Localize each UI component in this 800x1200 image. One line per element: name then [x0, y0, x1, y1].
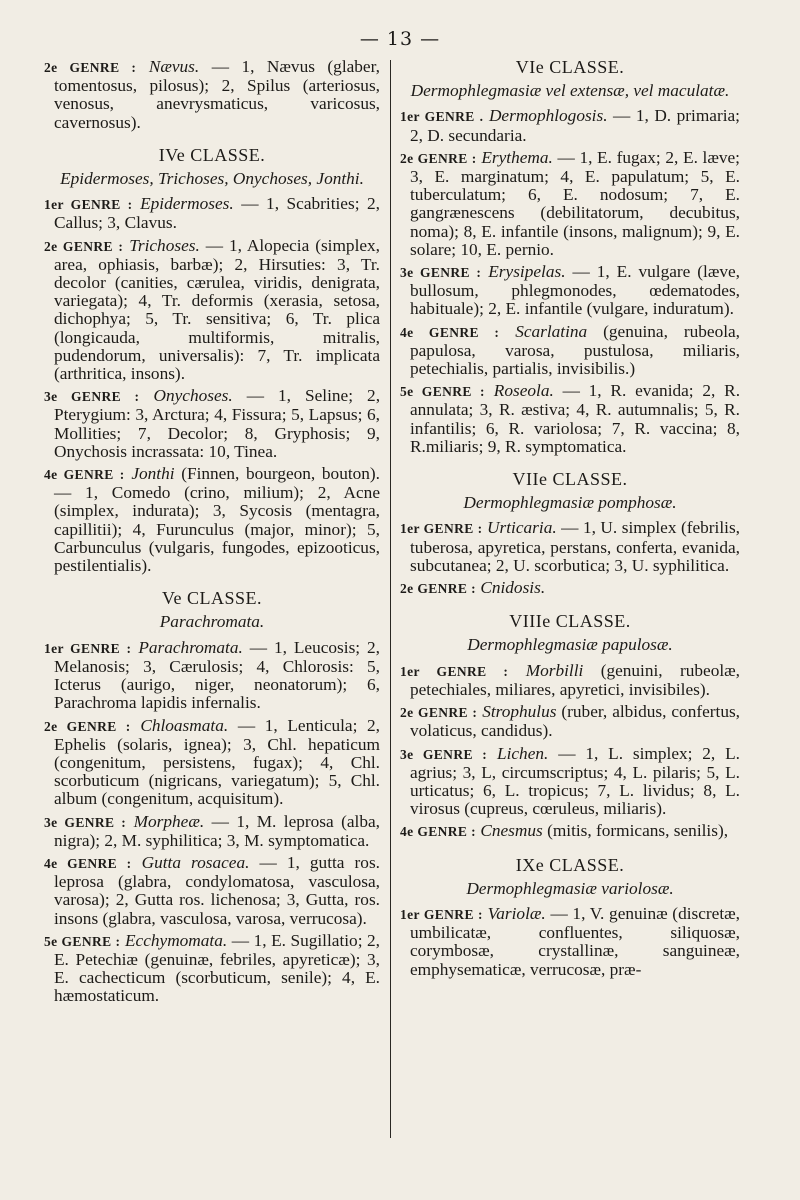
- genre-entry: [400, 662, 740, 699]
- genre-name: Onychoses.: [153, 386, 233, 406]
- genre-name: Jonthi: [131, 464, 175, 484]
- genre-name: Ecchymomata.: [124, 930, 228, 950]
- genre-label: 5e GENRE :: [44, 933, 121, 949]
- genre-name: Chloasmata.: [140, 715, 229, 735]
- genre-entry: [44, 932, 380, 1006]
- genre-text: (ruber, albidus, confertus, volaticus, candidus).: [410, 702, 740, 741]
- genre-text: — 1, M. leprosa (alba, nigra); 2, M. syphilitica; 3, M. symptomatica.: [54, 811, 380, 850]
- genre-text: (genuina, rubeola, papulosa, varosa, pustulosa, miliaris, petechialis, partialis, invisibilis.): [410, 321, 740, 379]
- genre-label: 1er GENRE :: [44, 197, 133, 213]
- genre-label: 4e GENRE :: [400, 324, 500, 340]
- genre-name: Epidermoses.: [140, 194, 234, 214]
- genre-label: 1er GENRE .: [400, 109, 484, 125]
- genre-entry: [44, 465, 380, 575]
- genre-entry: [44, 639, 380, 713]
- genre-label: 2e GENRE :: [400, 581, 476, 597]
- genre-name: Erythema.: [481, 147, 553, 167]
- genre-text: — 1, Alopecia (simplex, area, ophiasis, barbæ); 2, Hirsuties: 3, Tr. decolor (canities, cærulea, viridis, denigrata, variegata); 4, Tr. deformis (xerasia, setosa, dichophya; 5, Tr. sensitiva; 6, Tr. plica (longicauda, multiformis, mitralis, pudendorum, universalis): 7, Tr. implicata (arthritica, insons).: [54, 235, 381, 384]
- genre-entry: [44, 854, 380, 928]
- genre-text: — 1, U. simplex (febrilis, tuberosa, apyretica, perstans, conferta, evanida, subcutanea; 2, U. scorbutica; 3, U. syphilitica.: [410, 518, 740, 575]
- genre-text: — 1, gutta ros. leprosa (glabra, condylomatosa, vasculosa, varosa); 2, Gutta ros. lichenosa; 3, Gutta, ros. insons (glabra, vasculosa, varosa, verrucosa).: [54, 852, 380, 928]
- genre-name: Nævus.: [148, 57, 200, 76]
- class-heading: IXe CLASSE.: [515, 854, 625, 875]
- genre-text: (genuini, rubeolæ, petechiales, miliares, apyretici, invisibiles).: [410, 660, 741, 699]
- genre-text: — 1, E. vulgare (læve, bullosum, phlegmonodes, œdematodes, habituale); 2, E. infantile (vulgare, induratum).: [410, 262, 740, 319]
- genre-entry: [400, 579, 740, 598]
- genre-name: Cnesmus: [480, 821, 543, 841]
- genre-label: 3e GENRE :: [44, 814, 127, 830]
- genre-text: — 1, D. primaria; 2, D. secundaria.: [410, 106, 740, 145]
- genre-label: 1er GENRE :: [44, 640, 132, 656]
- genre-entry: [400, 382, 740, 456]
- genre-name: Trichoses.: [129, 235, 200, 255]
- class-heading: VIe CLASSE.: [515, 57, 625, 77]
- genre-label: 4e GENRE :: [44, 855, 132, 871]
- left-column: [44, 58, 380, 1010]
- genre-entry: [44, 195, 380, 232]
- genre-name: Cnidosis.: [480, 578, 546, 598]
- genre-entry: [400, 107, 740, 144]
- genre-text: — 1, Lenticula; 2, Ephelis (solaris, ignea); 3, Chl. hepaticum (congenitum, persistens, fugax); 4, Chl. scorbuticum (nigricans, variegatum); 5, Chl. album (congenitum, acquisitum).: [54, 715, 381, 809]
- genre-text: — 1, V. genuinæ (discretæ, umbilicatæ, confluentes, siliquosæ, corymbosæ, crystallinæ, sanguineæ, emphysematicæ, verrucosæ, præ-: [410, 903, 740, 979]
- genre-label: 5e GENRE :: [400, 384, 485, 400]
- genre-name: Erysipelas.: [488, 262, 566, 282]
- class-heading: Ve CLASSE.: [161, 588, 262, 609]
- class-subtitle: Dermophlegmasiæ papulosæ.: [467, 635, 673, 655]
- genre-text: — 1, E. fugax; 2, E. læve; 3, E. marginatum; 4, E. papulatum; 5, E. tuberculatum; 6, E. nodosum; 7, E. gangrænescens (debilitatorum, decubitus, noma); 8, E. infantile (insons, malignum); 9, E. solare; 10, E. pernio.: [410, 147, 740, 259]
- genre-name: Morbilli: [525, 660, 584, 680]
- genre-text: — 1, Seline; 2, Pterygium: 3, Arctura; 4, Fissura; 5, Lapsus; 6, Mollities; 7, Decolor; 8, Gryphosis; 9, Onychosis incrassata: 10, Tinea.: [54, 386, 381, 461]
- genre-label: 1er GENRE :: [400, 521, 483, 537]
- genre-entry: [400, 703, 740, 740]
- genre-text: — 1, Scabrities; 2, Callus; 3, Clavus.: [54, 194, 380, 233]
- genre-name: Variolæ.: [487, 903, 546, 923]
- genre-text: — 1, Nævus (glaber, tomentosus, pilosus); 2, Spilus (arteriosus, venosus, anevrysmaticus, varicosus, cavernosus).: [54, 57, 380, 132]
- class-heading: IVe CLASSE.: [158, 144, 266, 165]
- genre-entry: [44, 717, 380, 809]
- genre-label: 2e GENRE :: [400, 705, 478, 721]
- genre-entry: [400, 745, 740, 819]
- genre-text: — 1, E. Sugillatio; 2, E. Petechiæ (genuinæ, febriles, apyreticæ); 3, E. cachecticum (scorbuticum, senile); 4, E. hæmostaticum.: [54, 930, 380, 1006]
- genre-text: — 1, R. evanida; 2, R. annulata; 3, R. æstiva; 4, R. autumnalis; 5, R. infantilis; 6, R. variolosa; 7, R. vaccina; 8, R.miliaris; 9, R. symptomatica.: [410, 381, 741, 456]
- class-subtitle: Epidermoses, Trichoses, Onychoses, Jonthi.: [60, 169, 364, 189]
- class-heading: VIIe CLASSE.: [512, 469, 628, 490]
- genre-label: 3e GENRE :: [44, 389, 140, 405]
- genre-text: (Finnen, bourgeon, bouton). — 1, Comedo (crino, milium); 2, Acne (simplex, indurata); 3, Sycosis (mentagra, capillitii); 4, Furunculus (major, minor); 5, Carbunculus (vulgaris, fungodes, epizooticus, pestilentialis).: [54, 464, 380, 576]
- genre-label: 2e GENRE :: [44, 238, 124, 254]
- genre-entry: [44, 237, 380, 384]
- genre-label: 3e GENRE :: [400, 746, 488, 762]
- genre-text: — 1, L. simplex; 2, L. agrius; 3, L, circumscriptus; 4, L. pilaris; 5, L. urticatus; 6, L. tropicus; 7, L. lividus; 8, L. virosus (cupreus, cœruleus, miliaris).: [410, 743, 740, 819]
- genre-entry: [44, 58, 380, 132]
- genre-label: 1er GENRE :: [400, 663, 509, 679]
- genre-text: (mitis, formicans, senilis),: [542, 821, 729, 841]
- class-subtitle: Dermophlegmasiæ variolosæ.: [466, 878, 674, 898]
- genre-label: 4e GENRE :: [400, 824, 476, 840]
- genre-entry: [44, 387, 380, 461]
- genre-entry: [400, 905, 740, 979]
- genre-text: — 1, Leucosis; 2, Melanosis; 3, Cærulosis; 4, Chlorosis: 5, Icterus (aurigo, niger, neonatorum); 6, Parachroma lapidis infernalis.: [54, 637, 380, 713]
- class-subtitle: Dermophlegmasiæ vel extensæ, vel maculatæ.: [410, 81, 730, 101]
- genre-label: 1er GENRE :: [400, 906, 483, 922]
- genre-label: 2e GENRE :: [44, 60, 137, 75]
- genre-name: Dermophlogosis.: [488, 106, 608, 126]
- class-heading: VIIIe CLASSE.: [509, 611, 631, 632]
- genre-entry: [400, 263, 740, 319]
- genre-name: Parachromata.: [138, 637, 243, 657]
- genre-entry: [400, 822, 740, 841]
- genre-name: Gutta rosacea.: [141, 852, 250, 872]
- class-subtitle: Parachromata.: [159, 612, 265, 632]
- genre-entry: [44, 813, 380, 850]
- right-column: [400, 58, 740, 983]
- page-number: — 13 —: [359, 28, 441, 50]
- genre-label: 4e GENRE :: [44, 467, 125, 483]
- class-subtitle: Dermophlegmasiæ pomphosæ.: [463, 493, 677, 513]
- genre-name: Strophulus: [482, 702, 557, 722]
- genre-name: Scarlatina: [515, 321, 588, 341]
- genre-name: Urticaria.: [487, 518, 557, 538]
- genre-label: 2e GENRE :: [44, 718, 131, 734]
- genre-entry: [400, 323, 740, 379]
- genre-label: 2e GENRE :: [400, 150, 477, 166]
- genre-entry: [400, 519, 740, 575]
- genre-name: Lichen.: [496, 743, 549, 763]
- genre-name: Morpheæ.: [133, 811, 205, 831]
- genre-label: 3e GENRE :: [400, 265, 482, 281]
- genre-name: Roseola.: [493, 381, 554, 401]
- genre-entry: [400, 149, 740, 259]
- column-divider: [390, 60, 391, 1138]
